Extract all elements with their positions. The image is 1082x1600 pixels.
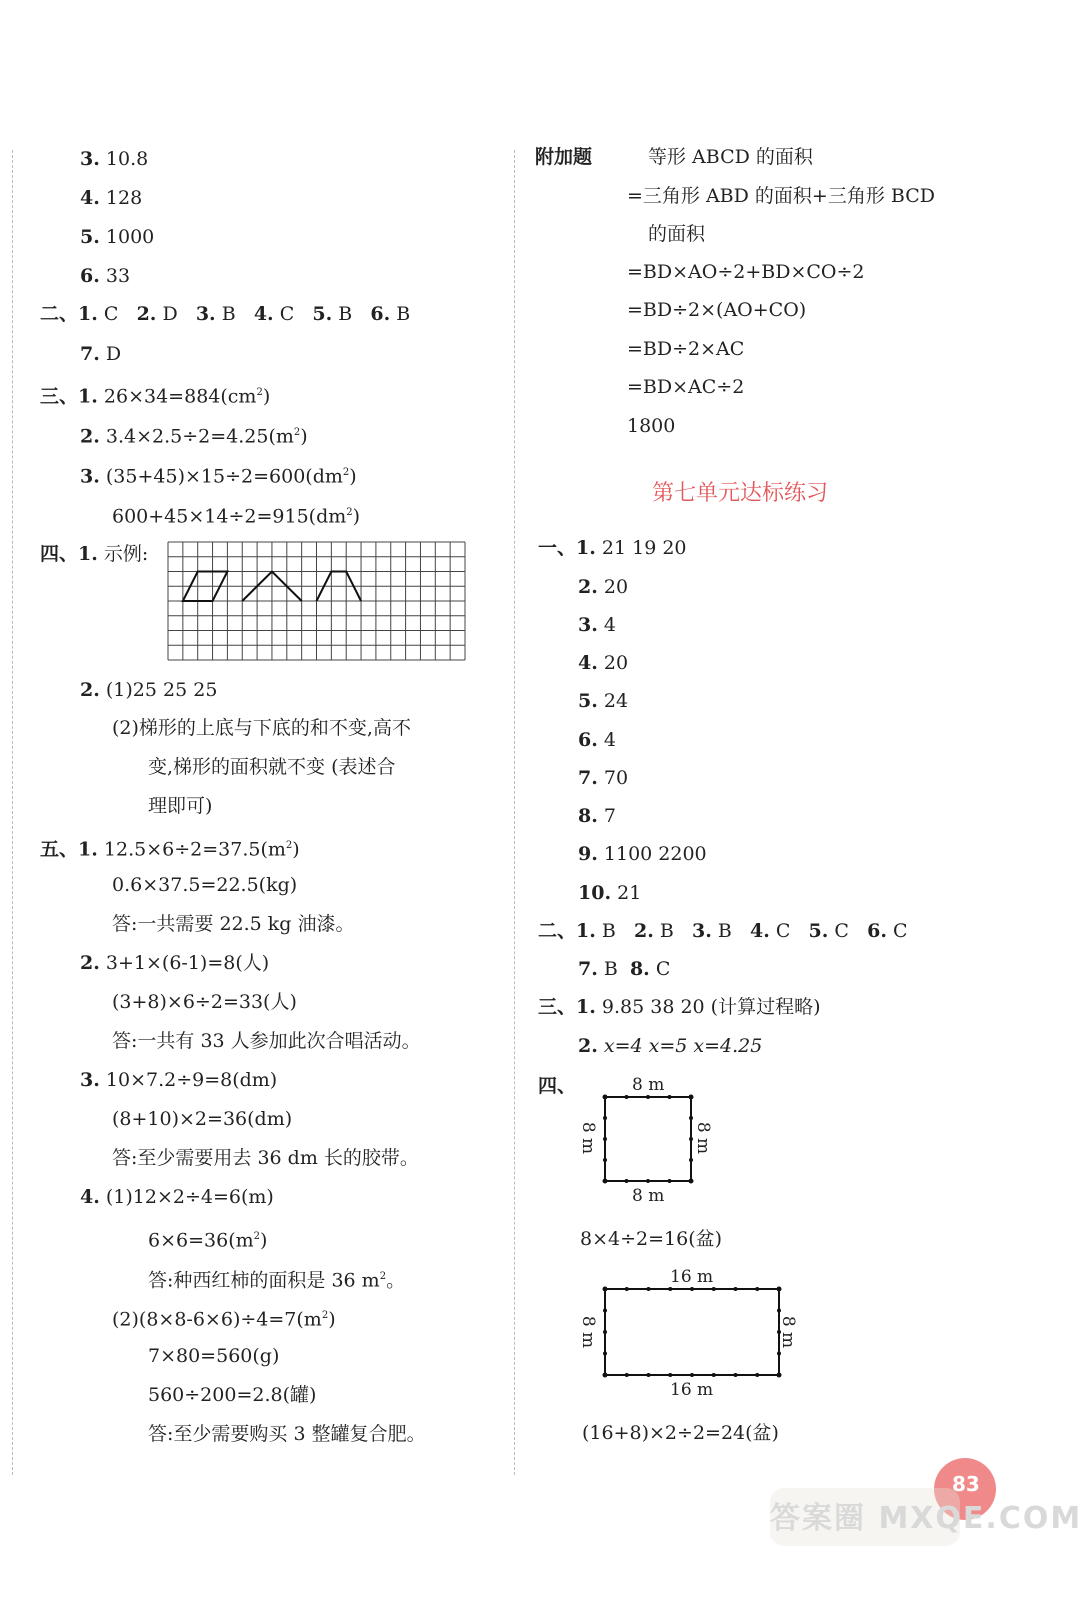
answer-line [80,678,217,702]
answer-line: 560÷200=2.8(罐) [148,1384,317,1406]
item-number: 2. [578,1035,598,1057]
answer-text: 33 [105,265,131,287]
answer-line [112,1304,336,1331]
answer-text: B [338,303,353,325]
item-number: 6. [578,729,598,751]
answer-line [80,951,269,975]
square-left-label: 8 m [578,1121,599,1155]
item-number: 3. [80,1069,100,1091]
answer-line: 理即可) [148,795,213,817]
section-number: 四、 [40,543,79,565]
answer-line [40,542,148,566]
formula-text: (2)(8×8-6×6)÷4=7(m [112,1308,322,1331]
item-number: 1. [576,996,596,1018]
answer-line: 答:一共需要 22.5 kg 油漆。 [112,913,355,935]
item-number: 1. [576,920,596,942]
rect-pot-dots [603,1287,782,1378]
answer-text: C [279,303,295,325]
answer-text: B [717,920,732,942]
answer-line [148,1265,405,1292]
answer-line: 8×4÷2=16(盆) [580,1228,723,1250]
answer-line [578,804,616,828]
superscript: 2 [256,387,263,398]
rect-garden-figure [600,1285,784,1379]
answer-line [578,881,641,905]
answer-line [40,834,300,861]
answer-line [112,501,360,528]
item-number: 10. [578,882,612,904]
answer-text: D [162,303,178,325]
item-number: 7. [578,958,598,980]
section-number: 五、 [40,838,79,861]
answer-line [80,342,121,366]
item-number: 3. [80,465,100,488]
square-pot-dots [603,1095,694,1184]
rect-left-label: 8 m [578,1315,599,1349]
formula-text: 3+1×(6-1)=8(人) [105,952,270,974]
answer-text: 20 [603,652,629,674]
item-number: 5. [578,690,598,712]
item-number: 2. [80,679,100,701]
proof-line: =BD÷2×(AO+CO) [627,299,807,321]
proof-line: =BD×AO÷2+BD×CO÷2 [627,261,865,283]
answer-line: (16+8)×2÷2=24(盆) [582,1422,779,1444]
watermark [770,1488,1082,1594]
answer-text: 7 [603,805,616,827]
page-number: 83 [952,1472,980,1496]
answer-line [578,957,670,981]
item-number: 4. [80,1186,100,1208]
answer-text: 24 [603,690,629,712]
item-number: 4. [80,187,100,209]
answer-line [40,302,410,326]
answer-line [578,575,628,599]
item-number: 2. [578,576,598,598]
square-top-label: 8 m [632,1075,665,1095]
answer-text: (1)25 25 25 [105,679,218,701]
answer-text: B [396,303,411,325]
formula-close: ) [260,1229,268,1252]
superscript: 2 [285,840,293,851]
item-number: 2. [634,920,654,942]
section-number: 二、 [40,303,79,325]
answer-line: 0.6×37.5=22.5(kg) [112,874,298,896]
section-number: 三、 [538,996,577,1018]
answer-line: (2)梯形的上底与下底的和不变,高不 [112,717,411,739]
rect-right-label: 8 m [778,1315,799,1349]
formula-close: ) [300,425,308,448]
extra-question-label: 附加题 [535,146,593,168]
item-number: 8. [578,805,598,827]
formula-text: 26×34=884(cm [103,385,257,408]
answer-line [80,264,130,288]
formula-close: ) [328,1308,336,1331]
superscript: 2 [293,427,301,438]
item-number: 2. [80,952,100,974]
superscript: 2 [379,1271,387,1282]
superscript: 2 [346,507,353,518]
answer-line: 答:一共有 33 人参加此次合唱活动。 [112,1030,421,1052]
item-number: 9. [578,843,598,865]
rect-bottom-label: 16 m [670,1380,714,1400]
answer-text: 20 [603,576,629,598]
proof-line: 的面积 [648,223,706,245]
answer-text: B [659,920,674,942]
square-outline [605,1097,691,1181]
item-number: 2. [80,425,100,448]
answer-text: B [601,920,616,942]
answer-text: 4 [603,729,616,751]
grid-figure [168,542,466,662]
item-number: 1. [78,838,98,861]
item-number: 1. [576,537,596,559]
answer-line [538,536,687,560]
answer-line [80,225,154,249]
answer-text: C [655,958,671,980]
answer-text: D [105,343,122,365]
answer-line [80,186,142,210]
proof-line: =BD×AC÷2 [627,376,745,398]
formula-text: 答:种西红柿的面积是 36 m [148,1269,380,1292]
answer-line: 答:至少需要用去 36 dm 长的胶带。 [112,1147,419,1169]
rect-top-label: 16 m [670,1267,714,1287]
answer-line [578,651,628,675]
superscript: 2 [253,1231,260,1242]
formula-text: 10×7.2÷9=8(dm) [105,1069,278,1091]
section-number: 一、 [538,537,577,559]
answer-line [80,421,308,448]
answer-line: (3+8)×6÷2=33(人) [112,991,297,1013]
answer-line [578,689,628,713]
rect-outline [605,1289,779,1375]
answer-line: 变,梯形的面积就不变 (表述合 [148,756,396,778]
answer-text: B [603,958,618,980]
item-number: 5. [80,226,100,248]
left-margin-line [12,150,13,1475]
answer-line [578,613,616,637]
formula-text: 12.5×6÷2=37.5(m [103,838,286,861]
item-number: 4. [253,303,274,325]
item-number: 3. [578,614,598,636]
proof-line: 等形 ABCD 的面积 [648,146,813,168]
answer-line [80,461,357,488]
answer-line: (8+10)×2=36(dm) [112,1108,293,1130]
answer-line: 7×80=560(g) [148,1345,280,1367]
item-number: 3. [195,303,216,325]
answer-text: 1100 2200 [603,843,707,865]
watermark-text: 答案圈 MXQE.COM [770,1501,1082,1536]
formula-close: ) [352,505,361,528]
square-bottom-label: 8 m [632,1186,665,1206]
square-garden-figure [600,1093,696,1185]
answer-line [578,1034,762,1058]
section-number: 四、 [538,1075,577,1097]
item-number: 4. [749,920,770,942]
answer-line [40,381,270,408]
answer-line [578,766,628,790]
column-divider [514,150,515,1475]
item-number: 5. [808,920,829,942]
item-number: 6. [80,265,100,287]
formula-text: (35+45)×15÷2=600(dm [105,465,343,488]
answer-text: 21 19 20 [601,537,687,559]
answer-line [80,1068,277,1092]
formula-text: 6×6=36(m [148,1229,254,1252]
item-number: 6. [867,920,887,942]
item-number: 6. [370,303,391,325]
section-number: 三、 [40,385,79,408]
item-number: 3. [80,148,100,170]
proof-line: =BD÷2×AC [627,338,745,360]
superscript: 2 [321,1310,329,1321]
answer-text: C [892,920,908,942]
formula-text: 3.4×2.5÷2=4.25(m [105,425,294,448]
answer-line [80,1185,274,1209]
answer-line [538,919,908,943]
answer-text: 1000 [105,226,155,248]
answer-text: 10.8 [105,148,149,170]
answer-text: C [834,920,849,942]
item-number: 1. [78,543,98,565]
item-number: 7. [80,343,100,365]
item-number: 1. [78,385,98,408]
formula-text: (1)12×2÷4=6(m) [105,1186,274,1208]
answer-text: 21 [617,882,642,904]
answer-text: 示例: [103,543,149,565]
answer-line: 答:至少需要购买 3 整罐复合肥。 [148,1423,426,1445]
formula-close: 。 [386,1269,406,1292]
answer-line [578,728,616,752]
answer-line [80,147,148,171]
answer-line [148,1225,267,1252]
formula-close: ) [349,465,357,488]
item-number: 3. [691,920,712,942]
superscript: 2 [342,467,350,478]
section-title: 第七单元达标练习 [652,481,829,506]
answer-line [538,995,821,1019]
answer-text: C [775,920,791,942]
item-number: 2. [136,303,157,325]
formula-text: 600+45×14÷2=915(dm [112,505,347,528]
answer-text: 4 [603,614,616,636]
answer-line [578,842,707,866]
answer-text: C [103,303,119,325]
section-number: 二、 [538,920,577,942]
answer-text: B [221,303,236,325]
answer-text: x=4 x=5 x=4.25 [603,1035,763,1057]
formula-close: ) [292,838,300,861]
item-number: 8. [629,958,650,980]
item-number: 1. [78,303,98,325]
answer-text: 9.85 38 20 (计算过程略) [601,996,821,1018]
item-number: 5. [312,303,333,325]
item-number: 4. [578,652,598,674]
item-number: 7. [578,767,598,789]
formula-close: ) [262,385,271,408]
square-right-label: 8 m [693,1121,714,1155]
proof-line: =三角形 ABD 的面积+三角形 BCD [627,185,935,207]
answer-text: 128 [105,187,143,209]
answer-text: 70 [603,767,629,789]
answer-line: 1800 [627,415,676,437]
